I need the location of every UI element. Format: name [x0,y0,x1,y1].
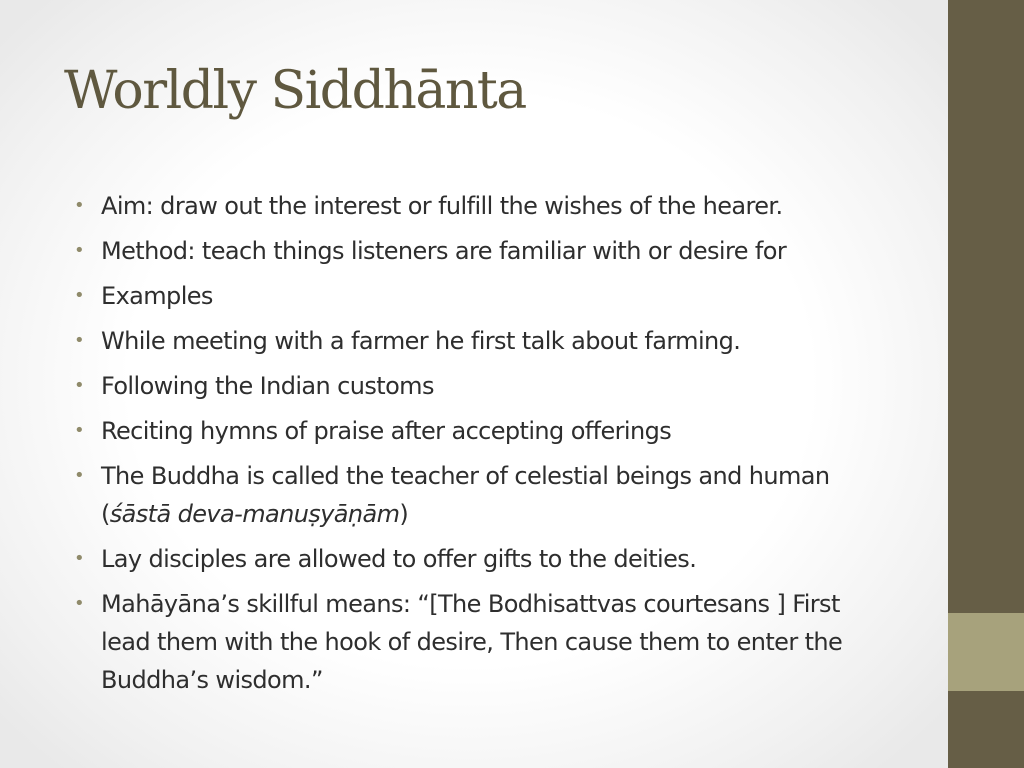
bullet-text-after: ) [399,500,409,528]
bullet-item-skillful-means [74,585,894,699]
slide-title: Worldly Siddhānta [64,61,526,121]
bullet-item-method [74,232,894,270]
side-accent-block [948,613,1024,691]
bullet-text: Method: teach things listeners are familiar with or desire for [101,237,787,265]
bullet-dot-icon: • [74,285,85,306]
bullet-text: While meeting with a farmer he first talk about farming. [101,327,741,355]
bullet-item-aim [74,187,894,225]
bullet-dot-icon: • [74,330,85,351]
bullet-dot-icon: • [74,375,85,396]
bullet-text: Following the Indian customs [101,372,434,400]
bullet-dot-icon: • [74,420,85,441]
bullet-item-customs [74,367,894,405]
bullet-text-italic: śāstā deva-manuṣyāṇām [109,500,400,528]
bullet-text: Examples [101,282,213,310]
side-decoration-bar [948,0,1024,768]
bullet-item-farmer [74,322,894,360]
bullet-dot-icon: • [74,593,85,614]
bullet-dot-icon: • [74,465,85,486]
bullet-text: Mahāyāna’s skillful means: “[The Bodhisattvas courtesans ] First lead them with the hook of desire, Then cause them to enter the Buddha’s wisdom.” [101,590,843,694]
bullet-item-teacher [74,457,894,533]
bullet-text: Aim: draw out the interest or fulfill the wishes of the hearer. [101,192,783,220]
bullet-text: Reciting hymns of praise after accepting offerings [101,417,672,445]
bullet-dot-icon: • [74,240,85,261]
bullet-dot-icon: • [74,195,85,216]
bullet-item-lay-disciples [74,540,894,578]
bullet-item-examples [74,277,894,315]
bullet-list [74,187,894,706]
bullet-text-before: The Buddha is called the teacher of celestial beings and human ( [101,462,830,528]
bullet-item-hymns [74,412,894,450]
bullet-dot-icon: • [74,548,85,569]
bullet-text: Lay disciples are allowed to offer gifts to the deities. [101,545,697,573]
